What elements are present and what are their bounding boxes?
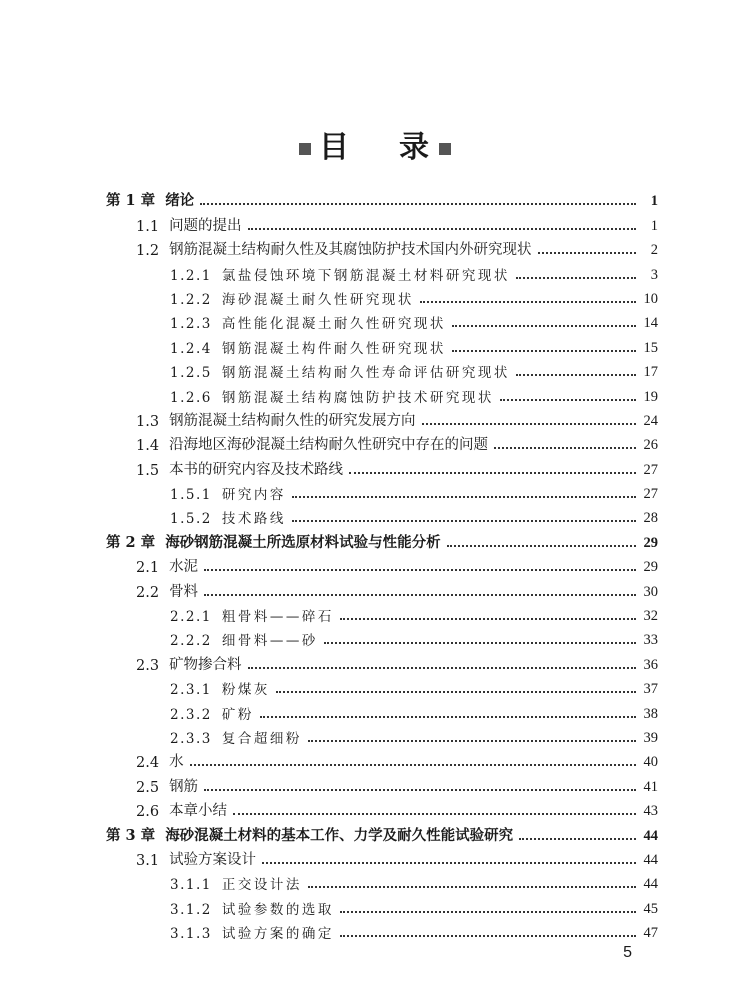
toc-entry-page: 2	[650, 242, 658, 259]
toc-entry[interactable]	[106, 284, 658, 308]
page-number: 5	[623, 944, 632, 961]
toc-entry-page: 3	[650, 266, 658, 283]
toc-entry[interactable]	[106, 649, 658, 673]
toc-entry-number: 2.2.2	[170, 633, 212, 650]
toc-entry-title: 氯盐侵蚀环境下钢筋混凝土材料研究现状	[221, 267, 510, 284]
toc-entry-number: 1.1	[136, 218, 160, 235]
toc-entry-number: 3.1	[136, 852, 160, 869]
dot-leader	[260, 716, 636, 718]
toc-entry-number: 1.2.1	[170, 267, 212, 284]
toc-entry-title: 细骨料——砂	[221, 633, 318, 650]
toc-entry-page: 10	[643, 290, 658, 307]
dot-leader	[248, 667, 636, 669]
toc-entry-number: 1.2.6	[170, 389, 212, 406]
toc-entry-title: 矿粉	[221, 706, 254, 723]
toc-entry-title: 水	[169, 754, 184, 771]
toc-entry-title: 试验参数的选取	[221, 901, 334, 918]
toc-entry-page: 26	[643, 437, 658, 454]
toc-entry-number: 1.4	[136, 438, 160, 455]
toc-entry[interactable]	[106, 210, 658, 234]
toc-entry[interactable]	[106, 259, 658, 283]
dot-leader	[262, 862, 636, 864]
toc-entry-number: 2.1	[136, 560, 160, 577]
toc-entry-title: 复合超细粉	[221, 730, 302, 747]
toc-entry[interactable]	[106, 430, 658, 454]
toc-entry[interactable]	[106, 454, 658, 478]
toc-entry-page: 41	[643, 778, 658, 795]
toc-entry-page: 37	[643, 681, 658, 698]
toc-entry-number: 2.3	[136, 657, 160, 674]
dot-leader	[500, 399, 636, 401]
toc-entry-page: 44	[643, 876, 658, 893]
toc-entry[interactable]	[106, 601, 658, 625]
toc-entry-title: 问题的提出	[169, 217, 242, 234]
toc-entry-number: 1.2.4	[170, 340, 212, 357]
dot-leader	[420, 301, 636, 303]
toc-entry-title: 本书的研究内容及技术路线	[169, 461, 344, 478]
dot-leader	[340, 618, 636, 620]
toc-entry-title: 粉煤灰	[221, 682, 270, 699]
toc-entry-number: 2.3.1	[170, 682, 212, 699]
toc-entry[interactable]	[106, 186, 658, 210]
dot-leader	[308, 886, 636, 888]
toc-entry-page: 30	[643, 583, 658, 600]
toc-entry-title: 钢筋	[169, 778, 199, 795]
toc-entry-page: 1	[650, 217, 658, 234]
dot-leader	[292, 520, 636, 522]
toc-entry-page: 40	[643, 754, 658, 771]
toc-entry-title: 正交设计法	[221, 877, 302, 894]
toc-entry-number: 1.5	[136, 462, 160, 479]
toc-entry-number: 1.5.2	[170, 511, 212, 528]
toc-entry-page: 38	[643, 705, 658, 722]
dot-leader	[292, 496, 636, 498]
toc-entry[interactable]	[106, 308, 658, 332]
toc-entry-title: 本章小结	[169, 803, 228, 820]
toc-entry[interactable]	[106, 576, 658, 600]
toc-entry-number: 2.2	[136, 584, 160, 601]
toc-entry-title: 钢筋混凝土构件耐久性研究现状	[221, 340, 446, 357]
toc-entry[interactable]	[106, 503, 658, 527]
square-ornament-icon	[299, 143, 311, 155]
dot-leader	[340, 911, 636, 913]
toc-entry[interactable]	[106, 918, 658, 942]
toc-entry[interactable]	[106, 723, 658, 747]
toc-entry-title: 试验方案的确定	[221, 926, 334, 943]
toc-entry-page: 47	[643, 925, 658, 942]
toc-entry-title: 钢筋混凝土结构腐蚀防护技术研究现状	[221, 389, 494, 406]
dot-leader	[204, 594, 636, 596]
toc-entry-number: 1.5.1	[170, 487, 212, 504]
dot-leader	[494, 447, 636, 449]
dot-leader	[204, 569, 636, 571]
toc-entry[interactable]	[106, 845, 658, 869]
toc-entry-number: 1.2.3	[170, 316, 212, 333]
toc-entry-page: 39	[643, 729, 658, 746]
toc-entry-page: 24	[643, 412, 658, 429]
toc-entry-number: 3.1.2	[170, 901, 212, 918]
toc-entry-page: 1	[650, 193, 658, 210]
toc-entry[interactable]	[106, 479, 658, 503]
dot-leader	[248, 228, 636, 230]
toc-entry[interactable]	[106, 381, 658, 405]
dot-leader	[308, 740, 636, 742]
toc-entry[interactable]	[106, 625, 658, 649]
dot-leader	[516, 277, 636, 279]
dot-leader	[447, 545, 636, 547]
toc-entry-page: 32	[643, 608, 658, 625]
toc-entry-page: 45	[643, 900, 658, 917]
dot-leader	[276, 691, 636, 693]
toc-entry-number: 2.3.2	[170, 706, 212, 723]
toc-entry-page: 15	[643, 339, 658, 356]
toc-entry-number: 1.2.2	[170, 291, 212, 308]
toc-entry-title: 骨料	[169, 583, 199, 600]
toc-entry-title: 试验方案设计	[169, 851, 257, 868]
toc-entry-title: 绪论	[165, 192, 195, 210]
toc-entry-number: 1.2	[136, 243, 160, 260]
toc-entry-number: 1.2.5	[170, 365, 212, 382]
dot-leader	[519, 838, 636, 840]
toc-entry[interactable]	[106, 552, 658, 576]
toc-entry-title: 高性能化混凝土耐久性研究现状	[221, 316, 446, 333]
toc-entry-page: 33	[643, 632, 658, 649]
dot-leader	[204, 789, 636, 791]
dot-leader	[452, 350, 636, 352]
dot-leader	[516, 374, 636, 376]
toc-entry[interactable]	[106, 332, 658, 356]
toc-entry-page: 17	[643, 364, 658, 381]
toc-entry[interactable]	[106, 869, 658, 893]
toc-entry-number: 3.1.1	[170, 877, 212, 894]
toc-entry-number: 2.4	[136, 755, 160, 772]
toc-entry-number: 2.6	[136, 804, 160, 821]
dot-leader	[340, 935, 636, 937]
toc-list	[106, 186, 658, 942]
toc-entry-page: 43	[643, 803, 658, 820]
dot-leader	[233, 813, 636, 815]
toc-entry[interactable]	[106, 698, 658, 722]
dot-leader	[190, 764, 636, 766]
toc-entry-number: 2.5	[136, 779, 160, 796]
toc-entry-number: 1.3	[136, 413, 160, 430]
toc-entry-number: 2.3.3	[170, 730, 212, 747]
title-char-left: 目	[319, 130, 351, 165]
toc-entry-title: 粗骨料——碎石	[221, 609, 334, 626]
toc-entry-number: 2.2.1	[170, 609, 212, 626]
toc-entry-number: 第 2 章	[106, 533, 156, 551]
toc-entry-page: 36	[643, 656, 658, 673]
toc-entry[interactable]	[106, 771, 658, 795]
toc-entry-page: 19	[643, 388, 658, 405]
toc-entry[interactable]	[106, 527, 658, 551]
toc-entry-title: 钢筋混凝土结构耐久性寿命评估研究现状	[221, 365, 510, 382]
toc-entry[interactable]	[106, 820, 658, 844]
page-title	[0, 122, 750, 166]
toc-entry-title: 矿物掺合料	[169, 656, 242, 673]
toc-entry-title: 海砂钢筋混凝土所选原材料试验与性能分析	[165, 533, 441, 551]
toc-entry-title: 沿海地区海砂混凝土结构耐久性研究中存在的问题	[169, 437, 489, 454]
toc-entry-page: 29	[643, 559, 658, 576]
toc-entry[interactable]	[106, 357, 658, 381]
toc-entry[interactable]	[106, 796, 658, 820]
square-ornament-icon	[439, 143, 451, 155]
toc-entry-number: 3.1.3	[170, 926, 212, 943]
toc-entry-title: 研究内容	[221, 487, 286, 504]
dot-leader	[349, 472, 636, 474]
dot-leader	[324, 642, 636, 644]
toc-entry-number: 第 3 章	[106, 826, 156, 844]
toc-entry-page: 44	[643, 851, 658, 868]
toc-entry-page: 29	[643, 534, 658, 551]
toc-entry-number: 第 1 章	[106, 192, 156, 210]
toc-entry[interactable]	[106, 893, 658, 917]
dot-leader	[200, 203, 636, 205]
toc-entry[interactable]	[106, 406, 658, 430]
toc-entry-title: 海砂混凝土耐久性研究现状	[221, 291, 414, 308]
toc-entry-title: 水泥	[169, 559, 199, 576]
title-char-right: 录	[399, 130, 431, 165]
toc-entry-title: 海砂混凝土材料的基本工作、力学及耐久性能试验研究	[165, 826, 514, 844]
toc-entry-page: 14	[643, 315, 658, 332]
toc-entry-page: 27	[643, 461, 658, 478]
toc-entry-title: 技术路线	[221, 511, 286, 528]
toc-entry[interactable]	[106, 747, 658, 771]
toc-entry-title: 钢筋混凝土结构耐久性的研究发展方向	[169, 412, 416, 429]
dot-leader	[538, 252, 636, 254]
toc-entry[interactable]	[106, 235, 658, 259]
toc-entry-page: 28	[643, 510, 658, 527]
toc-entry-page: 27	[643, 486, 658, 503]
toc-entry[interactable]	[106, 674, 658, 698]
dot-leader	[452, 325, 636, 327]
dot-leader	[422, 423, 636, 425]
toc-entry-title: 钢筋混凝土结构耐久性及其腐蚀防护技术国内外研究现状	[169, 242, 532, 259]
toc-entry-page: 44	[643, 827, 658, 844]
